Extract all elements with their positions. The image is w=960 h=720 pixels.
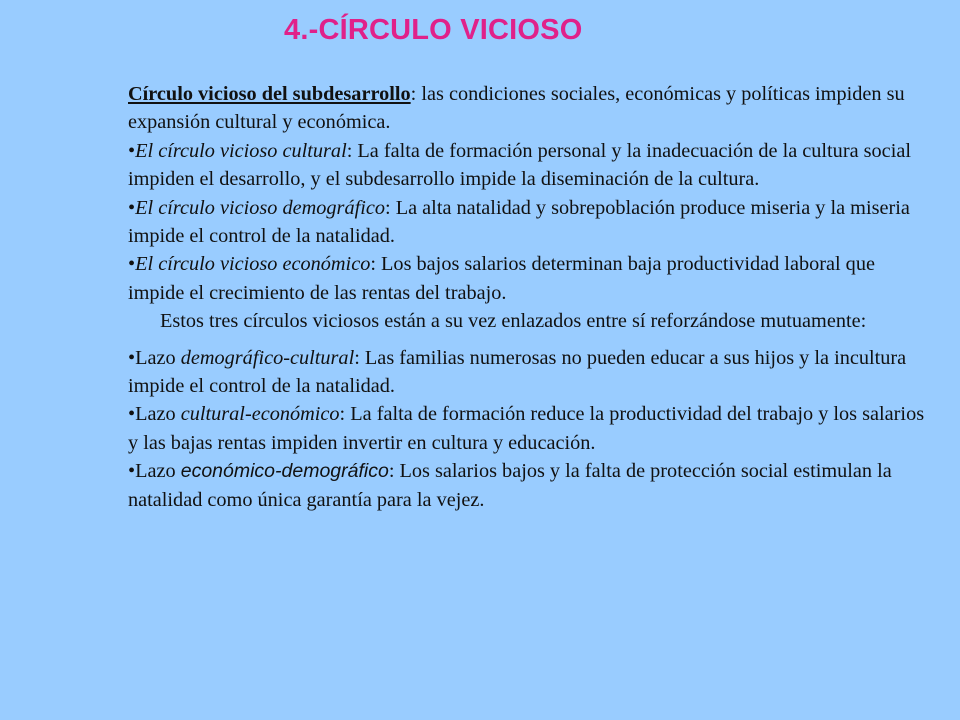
- circle-item-economico: [128, 250, 928, 307]
- circle-term: El círculo vicioso cultural: [135, 139, 347, 162]
- link-term: demográfico-cultural: [180, 346, 355, 369]
- intro-term: Círculo vicioso del subdesarrollo: [128, 83, 411, 105]
- link-text: : Los salarios bajos y la falta de protección social estimulan la natalidad como única garantía para la vejez.: [128, 460, 892, 511]
- slide-title: 4.-CÍRCULO VICIOSO: [284, 14, 583, 46]
- circle-text: : La alta natalidad y sobrepoblación produce miseria y la miseria impide el control de la natalidad.: [128, 196, 910, 248]
- slide-body: [128, 80, 928, 514]
- bullet: •: [128, 253, 136, 276]
- circle-item-demografico: [128, 194, 928, 251]
- intro-text: : las condiciones sociales, económicas y políticas impiden su expansión cultural y económica.: [128, 83, 905, 134]
- link-prefix: Lazo: [135, 403, 181, 426]
- circle-term: El círculo vicioso demográfico: [135, 196, 386, 219]
- circle-text: : La falta de formación personal y la inadecuación de la cultura social impiden el desarrollo, y el subdesarrollo impide la diseminación de la cultura.: [128, 139, 911, 191]
- bullet: •: [128, 403, 136, 426]
- link-item-demografico-cultural: [128, 344, 928, 401]
- link-term: económico-demográfico: [180, 460, 389, 483]
- circle-item-cultural: [128, 137, 928, 194]
- bullet: •: [128, 346, 136, 369]
- intro-paragraph: [128, 80, 928, 137]
- link-item-economico-demografico: [128, 457, 928, 514]
- bullet: •: [128, 196, 136, 219]
- link-text: : La falta de formación reduce la productividad del trabajo y los salarios y las bajas rentas impiden invertir en cultura y educación.: [128, 403, 925, 454]
- spacer: [128, 336, 928, 344]
- link-paragraph: Estos tres círculos viciosos están a su vez enlazados entre sí reforzándose mutuamente:: [160, 310, 867, 333]
- link-text: : Las familias numerosas no pueden educar a sus hijos y la incultura impide el control de la natalidad.: [128, 346, 907, 398]
- link-term: cultural-económico: [180, 403, 340, 426]
- circle-text: : Los bajos salarios determinan baja productividad laboral que impide el crecimiento de las rentas del trabajo.: [128, 253, 875, 304]
- bullet: •: [128, 460, 136, 483]
- link-item-cultural-economico: [128, 400, 928, 457]
- link-prefix: Lazo: [135, 460, 181, 483]
- link-prefix: Lazo: [135, 346, 181, 369]
- bullet: •: [128, 139, 136, 162]
- circle-term: El círculo vicioso económico: [135, 253, 371, 276]
